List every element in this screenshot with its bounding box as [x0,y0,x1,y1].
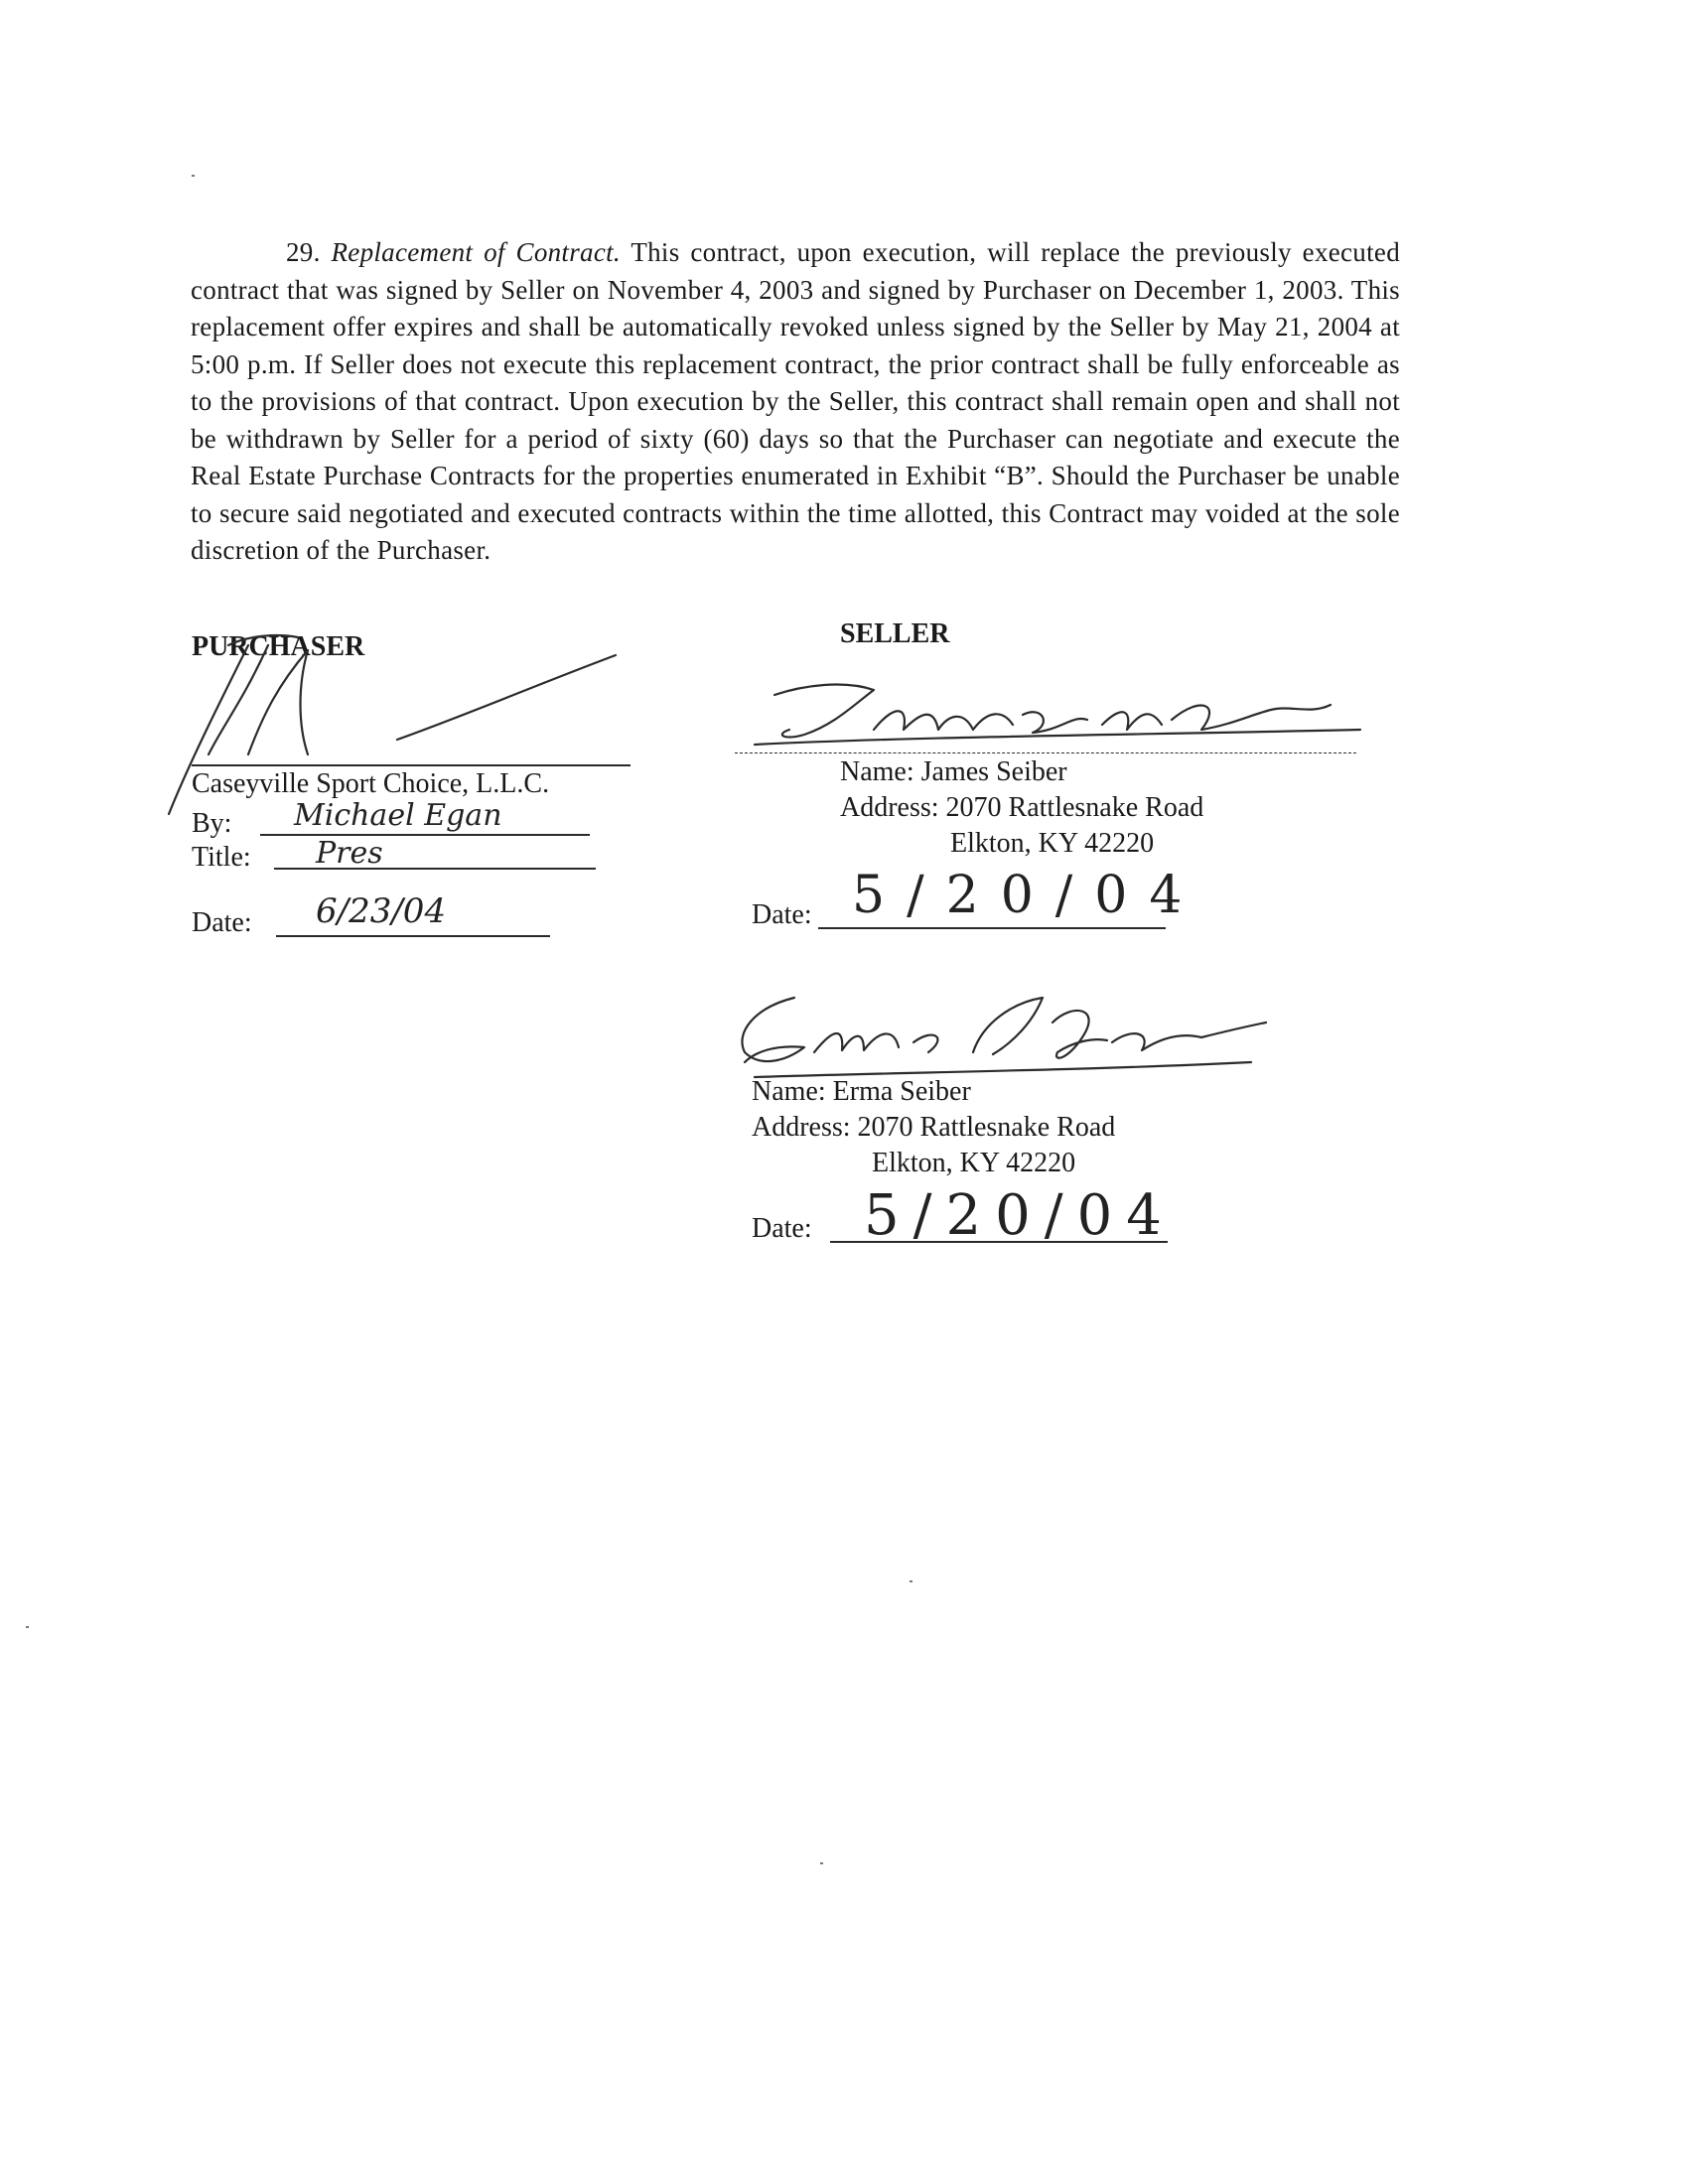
purchaser-by-label: By: [192,808,232,839]
seller-erma-date-label: Date: [752,1213,812,1244]
seller-erma-name: Name: Erma Seiber [752,1076,971,1107]
seller-heading: SELLER [840,618,950,649]
scan-speck [820,1862,823,1864]
seller-james-date-label: Date: [752,899,812,930]
purchaser-entity: Caseyville Sport Choice, L.L.C. [192,768,550,799]
purchaser-date-value: 6/23/04 [316,891,447,931]
purchaser-signature-line [192,764,631,766]
seller-james-date-value: 5/20/04 [852,866,1204,925]
purchaser-date-label: Date: [192,907,252,938]
clause-heading: Replacement of Contract. [331,237,621,267]
seller-erma-address2: Elkton, KY 42220 [872,1148,1076,1178]
seller-signature-james [735,675,1370,754]
seller-signature-line-james [735,752,1356,753]
purchaser-title-label: Title: [192,842,251,873]
seller-james-date-line [818,927,1166,929]
purchaser-date-line [276,935,550,937]
seller-james-address1: Address: 2070 Rattlesnake Road [840,792,1204,823]
scan-speck [192,175,195,177]
purchaser-heading: PURCHASER [192,631,365,662]
purchaser-by-line [260,834,590,836]
seller-erma-address1: Address: 2070 Rattlesnake Road [752,1112,1116,1143]
clause-number: 29. [286,237,321,267]
seller-james-name: Name: James Seiber [840,756,1067,787]
clause-paragraph [191,234,1400,570]
purchaser-title-value: Pres [316,836,383,871]
purchaser-by-value: Michael Egan [294,798,502,833]
scan-speck [910,1580,912,1582]
clause-body: This contract, upon execution, will replace the previously executed contract that was signed by Seller on November 4, 2003 and signed by Purchaser on December 1, 2003. This replacement offer expires and shall be automatically revoked unless signed by the Seller by May 21, 2004 at 5:00 p.m. If Seller does not execute this replacement contract, the prior contract shall be fully enforceable as to the provisions of that contract. Upon execution by the Seller, this contract shall remain open and shall not be withdrawn by Seller for a period of sixty (60) days so that the Purchaser can negotiate and execute the Real Estate Purchase Contracts for the properties enumerated in Exhibit “B”. Should the Purchaser be unable to secure said negotiated and executed contracts within the time allotted, this Contract may voided at the sole discretion of the Purchaser. [191,237,1400,565]
seller-james-address2: Elkton, KY 42220 [950,828,1155,859]
purchaser-title-line [274,868,596,870]
seller-erma-date-value: 5/20/04 [864,1183,1176,1248]
scan-speck [26,1626,29,1628]
seller-erma-date-line [830,1241,1168,1243]
